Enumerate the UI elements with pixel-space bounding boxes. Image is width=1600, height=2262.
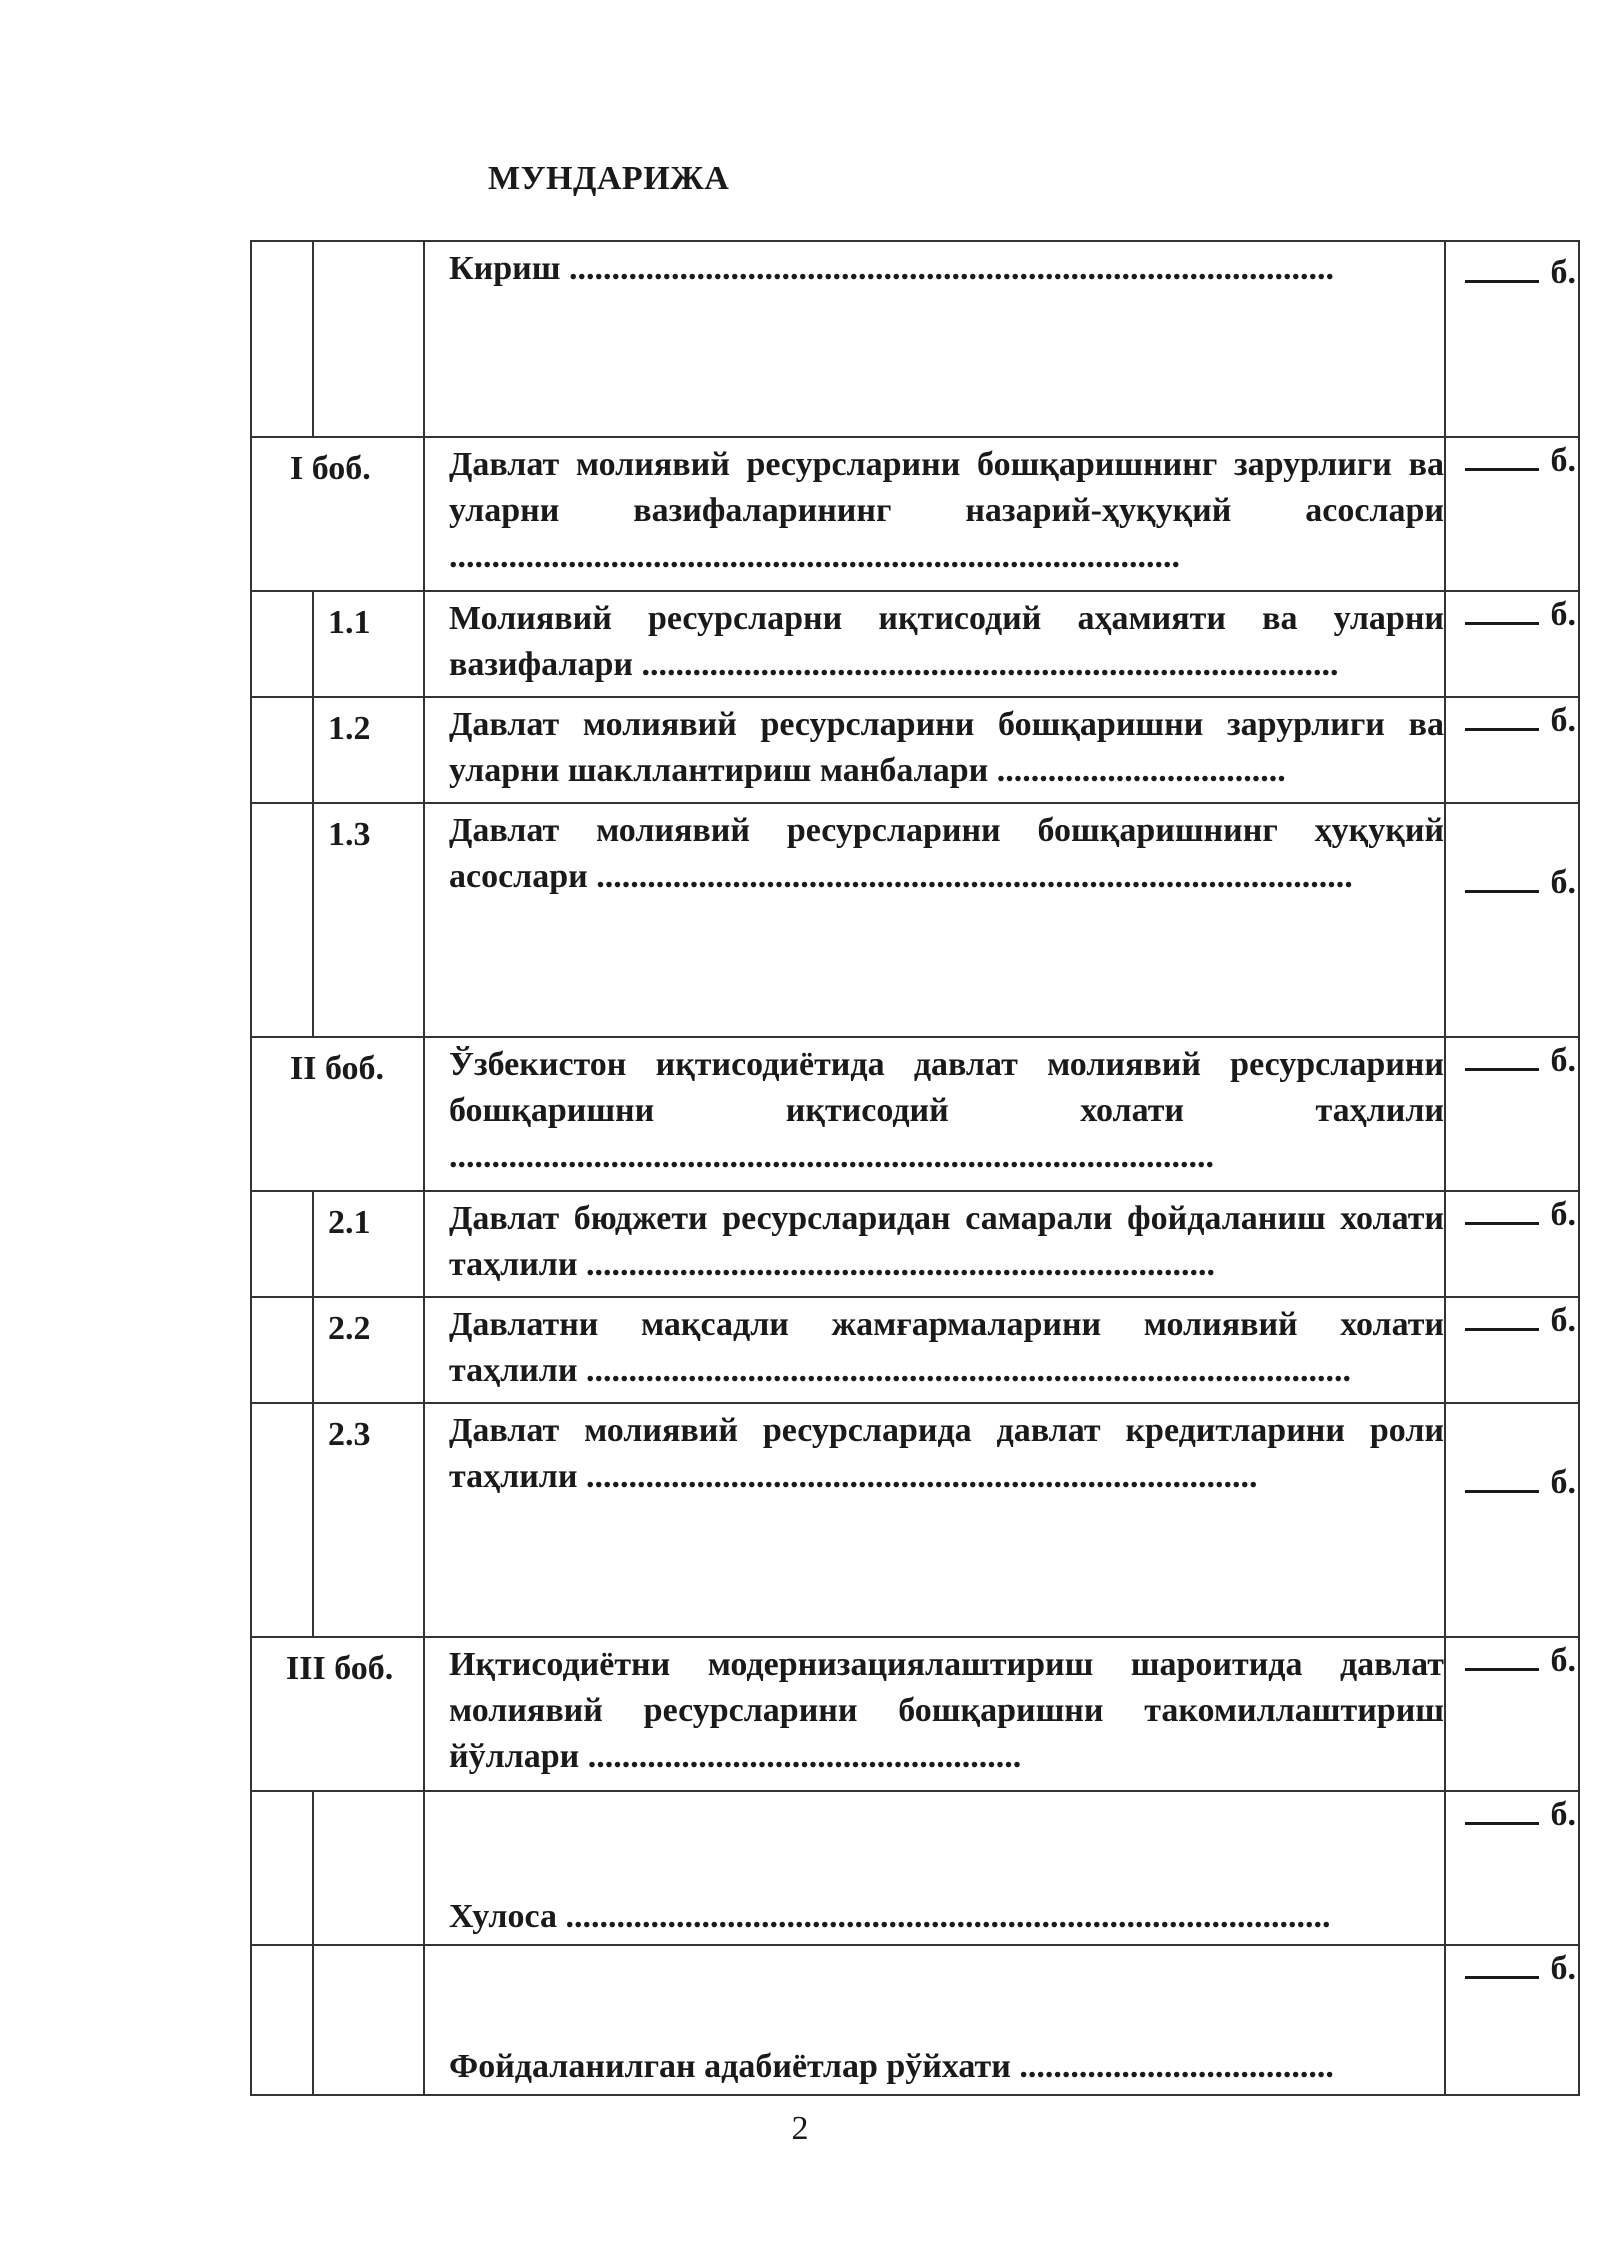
toc-row-conclusion — [251, 1791, 1579, 1945]
toc-page-cell — [1445, 1191, 1579, 1297]
page-number: 2 — [791, 2110, 809, 2147]
toc-entry-title: Хулоса .......................................................................................... — [449, 1898, 1331, 1935]
toc-entry-title: Кириш .......................................................................................... — [449, 250, 1334, 287]
toc-row-label — [313, 241, 424, 437]
toc-entry-title: Иқтисодиётни модернизациялаштириш шароитида давлат молиявий ресурсларини бошқаришни такомиллаштириш йўллари ................................................... — [449, 1646, 1444, 1775]
toc-row-chapter-2 — [251, 1037, 1579, 1191]
toc-row-label: I боб. — [251, 437, 424, 591]
toc-entry-title: Давлат молиявий ресурсларини бошқаришнинг зарурлиги ва уларни вазифаларининг назарий-ҳуқуқий асослари ...................................................................................... — [449, 446, 1444, 575]
page-blank — [1465, 1946, 1539, 1979]
page-blank — [1465, 438, 1539, 471]
toc-entry-title: Давлат бюджети ресурсларидан самарали фойдаланиш холати таҳлили .......................................................................... — [449, 1200, 1444, 1283]
toc-page-cell — [1445, 241, 1579, 437]
toc-row-label: 2.2 — [313, 1297, 424, 1403]
page-suffix: б. — [1550, 1196, 1576, 1233]
page-blank — [1465, 1192, 1539, 1225]
toc-row-1-3 — [251, 803, 1579, 1037]
toc-row-intro — [251, 241, 1579, 437]
toc-row-label: 1.3 — [313, 803, 424, 1037]
page-blank — [1465, 860, 1539, 893]
page-blank — [1465, 698, 1539, 731]
toc-table — [250, 240, 1580, 2096]
toc-row-chapter-3 — [251, 1637, 1579, 1791]
toc-row-2-1 — [251, 1191, 1579, 1297]
toc-page-cell — [1445, 591, 1579, 697]
page-suffix: б. — [1550, 1642, 1576, 1679]
toc-row-label: 2.1 — [313, 1191, 424, 1297]
page-blank — [1465, 1460, 1539, 1493]
page-blank — [1465, 1298, 1539, 1331]
page-blank — [1465, 1038, 1539, 1071]
page-suffix: б. — [1550, 1302, 1576, 1339]
toc-row-1-1 — [251, 591, 1579, 697]
page-suffix: б. — [1550, 1950, 1576, 1987]
page-blank — [1465, 1638, 1539, 1671]
toc-page-cell — [1445, 803, 1579, 1037]
toc-page-cell — [1445, 437, 1579, 591]
toc-row-label: 2.3 — [313, 1403, 424, 1637]
toc-row-references — [251, 1945, 1579, 2095]
page-blank — [1465, 592, 1539, 625]
toc-entry-title: Давлат молиявий ресурсларини бошқаришнинг ҳуқуқий асослари ......................................................................................... — [449, 812, 1444, 895]
page-suffix: б. — [1550, 1796, 1576, 1833]
toc-row-1-2 — [251, 697, 1579, 803]
page-suffix: б. — [1550, 442, 1576, 479]
toc-row-2-2 — [251, 1297, 1579, 1403]
toc-entry-title: Ўзбекистон иқтисодиётида давлат молиявий ресурсларини бошқаришни иқтисодий холати таҳлили .......................................................................................... — [449, 1046, 1444, 1175]
toc-page-cell — [1445, 697, 1579, 803]
page-blank — [1465, 1792, 1539, 1825]
toc-row-2-3 — [251, 1403, 1579, 1637]
page-suffix: б. — [1550, 1042, 1576, 1079]
toc-entry-title: Давлатни мақсадли жамғармаларини молиявий холати таҳлили .......................................................................................... — [449, 1306, 1444, 1389]
toc-entry-title: Давлат молиявий ресурсларида давлат кредитларини роли таҳлили ............................................................................... — [449, 1412, 1444, 1495]
toc-row-label: 1.2 — [313, 697, 424, 803]
page-blank — [1465, 250, 1539, 283]
toc-page-cell — [1445, 1637, 1579, 1791]
page-suffix: б. — [1550, 596, 1576, 633]
toc-page-cell — [1445, 1297, 1579, 1403]
toc-row-label: III боб. — [251, 1637, 424, 1791]
toc-page-cell — [1445, 1403, 1579, 1637]
page-title: МУНДАРИЖА — [488, 160, 730, 197]
page-suffix: б. — [1550, 864, 1576, 901]
toc-page-cell — [1445, 1791, 1579, 1945]
page-suffix: б. — [1550, 702, 1576, 739]
toc-page-cell — [1445, 1037, 1579, 1191]
toc-row-label — [313, 1945, 424, 2095]
page-suffix: б. — [1550, 254, 1576, 291]
toc-entry-title: Молиявий ресурсларни иқтисодий аҳамияти ва уларни вазифалари .................................................................................. — [449, 600, 1444, 683]
toc-row-label: II боб. — [251, 1037, 424, 1191]
toc-page-cell — [1445, 1945, 1579, 2095]
toc-row-label — [313, 1791, 424, 1945]
page-suffix: б. — [1550, 1464, 1576, 1501]
toc-row-label: 1.1 — [313, 591, 424, 697]
toc-entry-title: Давлат молиявий ресурсларини бошқаришни зарурлиги ва уларни шакллантириш манбалари .................................. — [449, 706, 1444, 789]
toc-entry-title: Фойдаланилган адабиётлар рўйхати ..................................... — [449, 2048, 1334, 2085]
toc-row-chapter-1 — [251, 437, 1579, 591]
